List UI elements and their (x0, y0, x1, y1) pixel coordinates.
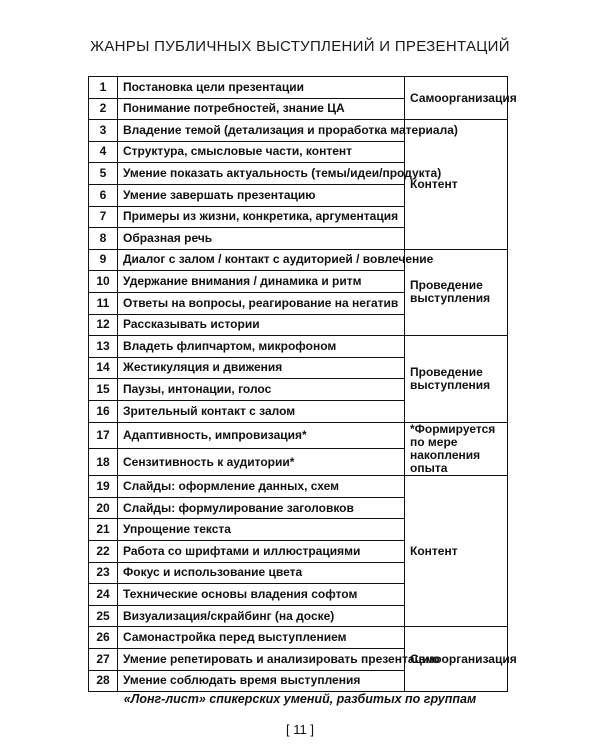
row-number: 21 (89, 519, 118, 541)
skill-cell: Понимание потребностей, знание ЦА (118, 98, 405, 120)
group-cell-content: Контент (405, 120, 508, 250)
row-number: 16 (89, 400, 118, 422)
row-number: 23 (89, 562, 118, 584)
group-cell-delivery: Проведение выступления (405, 336, 508, 422)
skill-cell: Диалог с залом / контакт с аудиторией / вовлечение (118, 249, 405, 271)
row-number: 19 (89, 476, 118, 498)
skill-cell: Образная речь (118, 228, 405, 250)
group-cell-content: Контент (405, 476, 508, 627)
skill-cell: Упрощение текста (118, 519, 405, 541)
skill-cell: Владение темой (детализация и проработка материала) (118, 120, 405, 142)
skill-cell: Работа со шрифтами и иллюстрациями (118, 541, 405, 563)
table-row (89, 249, 508, 271)
page-number: [ 11 ] (286, 722, 314, 737)
skill-cell: Владеть флипчартом, микрофоном (118, 336, 405, 358)
row-number: 1 (89, 77, 118, 99)
row-number: 27 (89, 649, 118, 671)
skill-cell: Структура, смысловые части, контент (118, 141, 405, 163)
skill-cell: Технические основы владения софтом (118, 584, 405, 606)
row-number: 20 (89, 497, 118, 519)
row-number: 11 (89, 292, 118, 314)
row-number: 10 (89, 271, 118, 293)
row-number: 17 (89, 422, 118, 449)
row-number: 4 (89, 141, 118, 163)
table-row (89, 476, 508, 498)
table-row (89, 422, 508, 449)
row-number: 14 (89, 357, 118, 379)
row-number: 6 (89, 184, 118, 206)
skill-cell: Зрительный контакт с залом (118, 400, 405, 422)
row-number: 12 (89, 314, 118, 336)
group-cell-experience-note: *Формируется по мере накопления опыта (405, 422, 508, 476)
skill-cell: Примеры из жизни, конкретика, аргументация (118, 206, 405, 228)
skill-cell: Постановка цели презентации (118, 77, 405, 99)
skill-cell: Умение показать актуальность (темы/идеи/продукта) (118, 163, 405, 185)
skill-cell: Фокус и использование цвета (118, 562, 405, 584)
skill-cell: Умение репетировать и анализировать презентацию (118, 649, 405, 671)
row-number: 8 (89, 228, 118, 250)
page-header-title: ЖАНРЫ ПУБЛИЧНЫХ ВЫСТУПЛЕНИЙ И ПРЕЗЕНТАЦИЙ (90, 38, 510, 55)
skill-cell: Рассказывать истории (118, 314, 405, 336)
skill-cell: Паузы, интонации, голос (118, 379, 405, 401)
row-number: 18 (89, 449, 118, 476)
skill-cell: Слайды: оформление данных, схем (118, 476, 405, 498)
row-number: 25 (89, 605, 118, 627)
skill-cell: Адаптивность, импровизация* (118, 422, 405, 449)
skill-cell: Сензитивность к аудитории* (118, 449, 405, 476)
group-cell-delivery: Проведение выступления (405, 249, 508, 335)
skill-cell: Удержание внимания / динамика и ритм (118, 271, 405, 293)
skill-cell: Слайды: формулирование заголовков (118, 497, 405, 519)
row-number: 3 (89, 120, 118, 142)
row-number: 22 (89, 541, 118, 563)
table-row (89, 627, 508, 649)
row-number: 15 (89, 379, 118, 401)
skill-cell: Жестикуляция и движения (118, 357, 405, 379)
skills-table (88, 76, 517, 692)
table-row (89, 336, 508, 358)
skill-cell: Умение завершать презентацию (118, 184, 405, 206)
row-number: 9 (89, 249, 118, 271)
row-number: 28 (89, 670, 118, 692)
row-number: 7 (89, 206, 118, 228)
skill-cell: Визуализация/скрайбинг (на доске) (118, 605, 405, 627)
table-row (89, 77, 508, 99)
row-number: 26 (89, 627, 118, 649)
skill-cell: Ответы на вопросы, реагирование на негатив (118, 292, 405, 314)
row-number: 24 (89, 584, 118, 606)
row-number: 13 (89, 336, 118, 358)
skill-cell: Самонастройка перед выступлением (118, 627, 405, 649)
skill-cell: Умение соблюдать время выступления (118, 670, 405, 692)
row-number: 2 (89, 98, 118, 120)
group-cell-self-organization: Самоорганизация (405, 627, 508, 692)
table-caption: «Лонг-лист» спикерских умений, разбитых по группам (123, 692, 477, 706)
group-cell-self-organization: Самоорганизация (405, 77, 508, 120)
table-row (89, 120, 508, 142)
row-number: 5 (89, 163, 118, 185)
